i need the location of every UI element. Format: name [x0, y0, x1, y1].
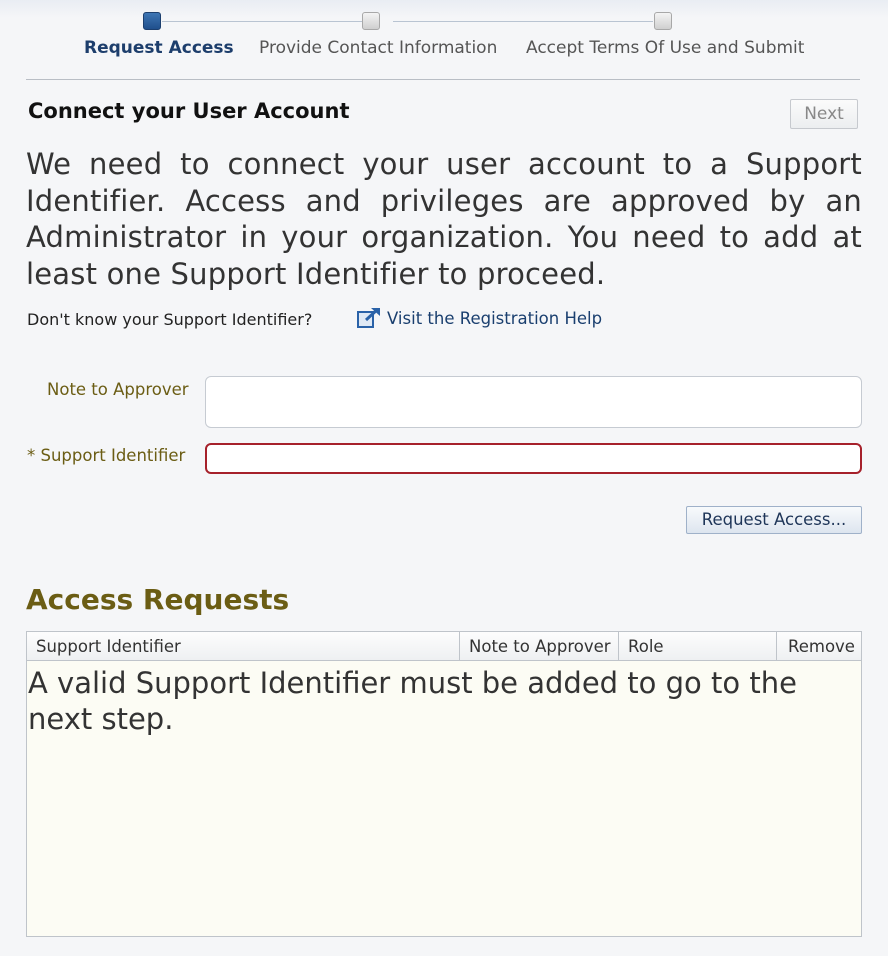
access-requests-table — [26, 631, 862, 937]
wizard-header — [0, 0, 888, 80]
step-connector — [393, 21, 653, 22]
required-mark: * — [27, 446, 36, 465]
support-identifier-label-text: Support Identifier — [40, 446, 186, 465]
table-header — [27, 632, 861, 661]
step-3-indicator[interactable] — [654, 12, 672, 30]
intro-text: We need to connect your user account to a Support Identifier. Access and privileges are approved by an Administrator in your organization. You need to add at least one Support Identifier to proceed. — [26, 147, 862, 291]
step-2-label[interactable]: Provide Contact Information — [259, 38, 498, 58]
request-access-button[interactable]: Request Access... — [686, 506, 862, 534]
note-to-approver-input[interactable] — [205, 376, 862, 428]
external-link-icon — [357, 307, 381, 329]
step-1-indicator[interactable] — [143, 12, 161, 30]
help-question: Don't know your Support Identifier? — [27, 310, 313, 329]
support-identifier-label — [27, 446, 185, 465]
step-connector — [162, 21, 362, 22]
registration-help-link[interactable] — [357, 307, 602, 329]
column-role[interactable]: Role — [619, 632, 777, 660]
column-note-to-approver[interactable]: Note to Approver — [460, 632, 619, 660]
support-identifier-input[interactable] — [205, 443, 862, 474]
access-requests-title: Access Requests — [26, 583, 290, 616]
step-3-label[interactable]: Accept Terms Of Use and Submit — [526, 38, 805, 58]
column-remove[interactable]: Remove — [788, 637, 855, 656]
column-support-identifier[interactable]: Support Identifier — [27, 632, 460, 660]
registration-help-label[interactable]: Visit the Registration Help — [387, 308, 603, 328]
step-1-label[interactable]: Request Access — [84, 38, 234, 58]
next-button[interactable]: Next — [790, 99, 858, 129]
table-empty-message: A valid Support Identifier must be added to go to the next step. — [28, 666, 797, 736]
step-2-indicator[interactable] — [362, 12, 380, 30]
note-to-approver-label: Note to Approver — [47, 380, 189, 399]
section-title: Connect your User Account — [28, 99, 350, 123]
header-divider — [26, 79, 860, 80]
